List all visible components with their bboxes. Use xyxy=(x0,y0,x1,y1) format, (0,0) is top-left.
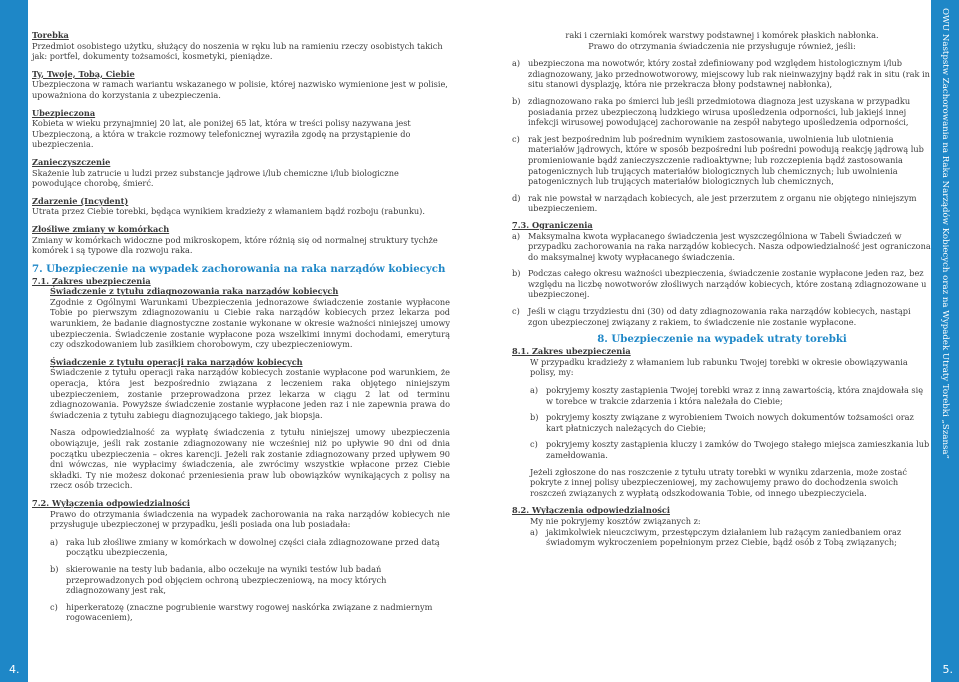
coverage-intro: W przypadku kradzieży z włamaniem lub rabunku Twojej torebki w okresie obowiązywania polisy, my: xyxy=(530,356,908,378)
list-item: a) raka lub złośliwe zmiany w komórkach w dowolnej części ciała zdiagnozowane przed datą początku ubezpieczenia, xyxy=(50,536,440,558)
definition-term: Zanieczyszczenie xyxy=(32,156,111,167)
definition-ubezpieczona xyxy=(32,108,450,150)
list-item: a) Maksymalna kwota wypłacanego świadczenia jest wyszczególniona w Tabeli Świadczeń w przypadku zachorowania na raka narządów kobiecych. Nasza odpowiedzialność jest ograniczona do maksymalnej kwoty wypłacanego świadczenia. xyxy=(512,230,931,262)
coverage-note: Jeżeli zgłoszone do nas roszczenie z tytułu utraty torebki w wyniku zdarzenia, może zostać pokryte z innej polisy ubezpieczeniowej, my zachowujemy prawo do dochodzenia swoich roszczeń związanych z wypłatą odszkodowania Tobie, od innego ubezpieczyciela. xyxy=(530,466,907,498)
list-item: b) pokryjemy koszty związane z wyrobieniem Twoich nowych dokumentów tożsamości oraz kart płatniczych należących do Ciebie; xyxy=(530,412,914,433)
list-item: b) zdiagnozowano raka po śmierci lub jeśli przedmiotowa diagnoza jest uzyskana w przypadku posiadania przez ubezpieczoną ludzkiego wirusa upośledzenia odporności, lub jakiejś innej infekcji wirusowej powodującej zachorowanie na zespół nabytego upośledzenia odporności, xyxy=(512,95,911,128)
left-column xyxy=(32,30,450,629)
continued-text: raki i czerniaki komórek warstwy podstawnej i komórek płaskich nabłonka. xyxy=(565,30,879,40)
definition-term: Zdarzenie (Incydent) xyxy=(32,195,129,206)
definition-zdarzenie xyxy=(32,196,450,217)
list-item: c) rak jest bezpośrednim lub pośrednim wynikiem zastosowania, uwolnienia lub ulotnienia materiałów jądrowych, które w sposób bezpośredni lub pośredni powodują reakcję jądrową lub promieniowanie bądź zanieczyszczenie radioaktywne; lub rozczepienia bądź zastosowania patogenicznych lub trujących materiałów biologicznych lub chemicznych; lub uwolnienia patogenicznych lub trujących materiałów biologicznych lub chemicznych, xyxy=(512,133,924,187)
definition-zanieczyszczenie xyxy=(32,157,450,189)
benefit-heading: Świadczenie z tytułu operacji raka narządów kobiecych xyxy=(50,356,303,367)
subsection-heading-7-2: 7.2. Wyłączenia odpowiedzialności xyxy=(32,497,190,508)
benefit-heading: Świadczenie z tytułu zdiagnozowania raka narządów kobiecych xyxy=(50,286,339,297)
exclusions-intro-3: My nie pokryjemy kosztów związanych z: xyxy=(530,515,701,526)
definition-term: Ubezpieczona xyxy=(32,107,96,118)
definition-text: Przedmiot osobistego użytku, służący do noszenia w ręku lub na ramieniu rzeczy osobistych takich jak: portfel, dokumenty tożsamości, kosmetyki, pieniądze. xyxy=(32,40,443,62)
list-item: c) pokryjemy koszty zastąpienia kluczy i zamków do Twojego stałego miejsca zamieszkania lub zamełdowania. xyxy=(530,439,930,460)
definition-text: Kobieta w wieku przynajmniej 20 lat, ale poniżej 65 lat, która w treści polisy nazywana jest Ubezpieczoną, a która w trakcie rozmowy telefonicznej wyraziła zgodę na przystąpienie do ubezpieczenia. xyxy=(32,118,411,150)
definition-zlosliwe-zmiany xyxy=(32,224,450,256)
section-8-1-body xyxy=(512,357,932,499)
definition-torebka xyxy=(32,30,450,62)
exclusions-intro-2: Prawo do otrzymania świadczenia nie przysługuje również, jeśli: xyxy=(588,40,856,51)
section-heading-8: 8. Ubezpieczenie na wypadek utraty torebki xyxy=(597,333,847,346)
waiting-period-text: Nasza odpowiedzialność za wypłatę świadczenia z tytułu niniejszej umowy ubezpieczenia obowiązuje, jeśli rak zostanie zdiagnozowany nie wcześniej niż po upływie 90 dni od dnia początku ubezpieczenia – okres karencji. Jeżeli rak zostanie zdiagnozowany przed upływem 90 dni wówczas, nie wypłacimy świadczenia, ale zwrócimy wszystkie wpłacone przez Ciebie składki. Ty nie możesz dokonać przeniesienia praw lub obowiązków wynikających z polisy na rzecz osób trzecich. xyxy=(50,427,450,491)
list-item: b) Podczas całego okresu ważności ubezpieczenia, świadczenie zostanie wypłacone jeden raz, bez względu na liczbę nowotworów złośliwych narządów kobiecych, które zostaną zdiagnozowane u ubezpieczonej. xyxy=(512,268,927,300)
page-number-left: 4. xyxy=(9,663,20,676)
exclusions-intro: Prawo do otrzymania świadczenia na wypadek zachorowania na raka narządów kobiecych nie przysługuje ubezpieczonej w przypadku, jeśli posiada ona lub posiadała: xyxy=(50,508,450,530)
benefit-text: Zgodnie z Ogólnymi Warunkami Ubezpieczenia jednorazowe świadczenie zostanie wypłacone Tobie po pierwszym zdiagnozowaniu u Ciebie raka narządów kobiecych przez lekarza pod warunkiem, że badanie diagnostyczne zostanie wykonane w okresie ważności niniejszej umowy ubezpieczenia. Świadczenie zostanie wypłacone poza wszelkimi innymi dochodami, emeryturą czy odszkodowaniem lub zasiłkiem chorobowym, czy ubezpieczeniowym. xyxy=(50,296,450,350)
subsection-heading-7-3: 7.3. Ograniczenia xyxy=(512,219,593,230)
subsection-heading-7-1: 7.1. Zakres ubezpieczenia xyxy=(32,275,151,286)
list-item: d) rak nie powstał w narządach kobiecych, ale jest przerzutem z organu nie objętego niniejszym ubezpieczeniem. xyxy=(512,192,917,214)
definition-ty xyxy=(32,69,450,101)
definition-text: Skażenie lub zatrucie u ludzi przez substancje jądrowe i/lub chemiczne i/lub biologiczne powodujące chorobę, śmierć. xyxy=(32,167,399,189)
page-number-right: 5. xyxy=(942,663,953,676)
list-item: a) jakimkolwiek nieuczciwym, przestępczym działaniem lub rażącym zaniedbaniem oraz świadomym wykroczeniem popełnionym przez Ciebie, bądź osób z Tobą związanych; xyxy=(530,526,902,548)
definition-term: Złośliwe zmiany w komórkach xyxy=(32,223,170,234)
list-item: c) hiperkeratozę (znaczne pogrubienie warstwy rogowej naskórka związane z nadmiernym rogowaceniem), xyxy=(50,601,433,623)
definition-term: Ty, Twoje, Tobą, Ciebie xyxy=(32,68,135,79)
section-7-2-body xyxy=(32,509,450,623)
section-7-1-body xyxy=(32,286,450,491)
section-heading-7: 7. Ubezpieczenie na wypadek zachorowania na raka narządów kobiecych xyxy=(32,262,446,275)
list-item: a) pokryjemy koszty zastąpienia Twojej torebki wraz z inną zawartością, która znajdowała się w torebce w trakcie zdarzenia i która należała do Ciebie; xyxy=(530,385,924,406)
definition-text: Ubezpieczona w ramach wariantu wskazanego w polisie, której nazwisko wymienione jest w polisie, upoważniona do korzystania z ubezpieczenia. xyxy=(32,79,448,100)
side-title-vertical xyxy=(933,8,957,668)
section-8-2-body xyxy=(512,516,932,548)
benefit-text: Świadczenie z tytułu operacji raka narządów kobiecych zostanie wypłacone pod warunkiem, że operacja, która jest bezpośrednio związana z leczeniem raka objętego niniejszym ubezpieczeniem, zostanie przeprowadzona przez lekarza w ciągu 2 lat od terminu zdiagnozowania. Powyższe świadczenie zostanie wypłacone jeden raz i nie zapewnia prawa do świadczenia z tytułu zabiegu diagnozującego takiego, jak biopsja. xyxy=(50,367,450,420)
list-item: b) skierowanie na testy lub badania, albo oczekuje na wyniki testów lub badań przeprowadzonych pod objęciem ochroną ubezpieczeniową, na mocy których zdiagnozowany jest rak, xyxy=(50,563,387,596)
left-margin-bar xyxy=(0,0,28,682)
right-margin-bar xyxy=(931,0,959,682)
side-title: OWU Nastpstw Zachorowania na Raka Narządów Kobiecych oraz na Wypadek Utraty Torebki „Szansa” xyxy=(940,8,950,459)
definition-text: Utrata przez Ciebie torebki, będąca wynikiem kradzieży z włamaniem bądź rozboju (rabunku). xyxy=(32,206,425,217)
subsection-heading-8-1: 8.1. Zakres ubezpieczenia xyxy=(512,346,631,357)
list-item: a) ubezpieczona ma nowotwór, który został zdefiniowany pod względem histologicznym i/lub zdiagnozowany, jako przednowotworowy, miejscowy lub rak nieinwazyjny bądź rak in situ (rak in situ stanowi dysplazję, która nie przekracza błony podstawnej nabłonka), xyxy=(512,58,930,90)
right-column xyxy=(512,30,932,554)
definition-term: Torebka xyxy=(32,30,69,40)
list-item: c) Jeśli w ciągu trzydziestu dni (30) od daty zdiagnozowania raka narządów kobiecych, nastąpi zgon ubezpieczonej związany z rakiem, to świadczenie nie zostanie wypłacone. xyxy=(512,306,911,327)
definition-text: Zmiany w komórkach widoczne pod mikroskopem, które różnią się od normalnej struktury tychże komórek i są typowe dla rozwoju raka. xyxy=(32,234,438,256)
subsection-heading-8-2: 8.2. Wyłączenia odpowiedzialności xyxy=(512,505,670,516)
